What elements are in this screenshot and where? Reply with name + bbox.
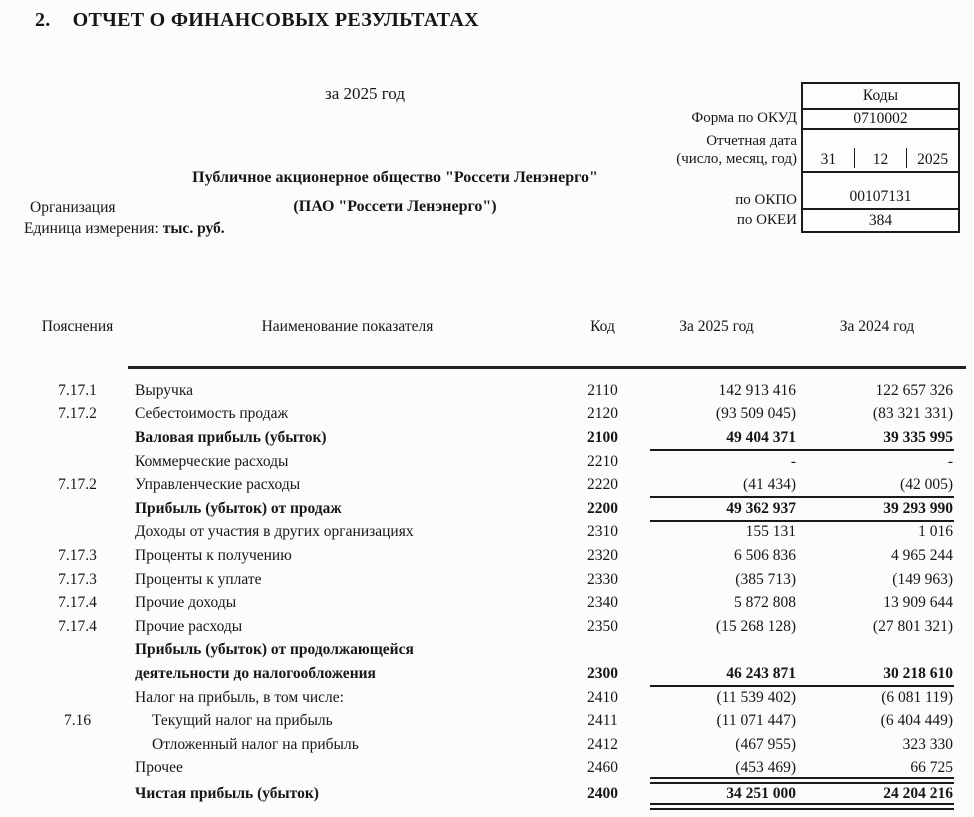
header-2024: За 2024 год: [839, 318, 915, 335]
report-date-cell: [803, 130, 958, 173]
row-note: 7.17.2: [58, 405, 97, 423]
row-value-2025: 5 872 808: [734, 594, 796, 612]
total-double-rule-bottom: [650, 803, 954, 810]
row-name: Отложенный налог на прибыль: [152, 735, 359, 753]
codes-box: [801, 82, 960, 233]
report-date-label-line2: (число, месяц, год): [676, 151, 797, 167]
row-value-2024: (42 005): [900, 476, 953, 494]
row-value-2025: -: [790, 452, 796, 470]
page-title: [35, 9, 479, 32]
row-value-2024: 30 218 610: [883, 664, 953, 682]
row-value-2025: (467 955): [735, 735, 796, 753]
header-note: Пояснения: [41, 318, 114, 335]
table-row: [30, 709, 956, 733]
row-note: 7.17.2: [58, 476, 97, 494]
row-value-2025: (41 434): [743, 476, 796, 494]
row-value-2025: 46 243 871: [726, 664, 796, 682]
row-value-2024: (83 321 331): [872, 405, 953, 423]
row-code: 2340: [587, 594, 618, 612]
organization-name-line2: (ПАО "Россети Ленэнерго"): [293, 198, 497, 215]
row-name: Проценты к уплате: [135, 570, 262, 588]
row-code: 2310: [587, 523, 618, 541]
row-value-2025: 49 362 937: [726, 499, 796, 517]
row-value-2024: (6 404 449): [880, 712, 953, 730]
okpo-label: по ОКПО: [735, 192, 797, 208]
row-name: Прибыль (убыток) от продолжающейся: [135, 641, 414, 659]
row-name: Выручка: [135, 381, 194, 399]
okei-label: по ОКЕИ: [736, 212, 797, 228]
header-2025: За 2025 год: [679, 318, 754, 335]
row-value-2024: (27 801 321): [872, 617, 953, 635]
row-code: 2110: [587, 381, 618, 399]
table-row: [30, 497, 956, 521]
table-header: [30, 318, 956, 336]
row-code: 2210: [587, 452, 618, 470]
table-row: [30, 403, 956, 427]
report-title: ОТЧЕТ О ФИНАНСОВЫХ РЕЗУЛЬТАТАХ: [72, 9, 479, 31]
unit-value: тыс. руб.: [162, 220, 225, 237]
row-code: 2220: [587, 476, 618, 494]
row-code: 2411: [587, 712, 618, 730]
row-name: Валовая прибыль (убыток): [135, 428, 327, 446]
row-value-2024: 39 293 990: [883, 499, 953, 517]
row-value-2025: 34 251 000: [726, 784, 796, 802]
row-note: 7.17.4: [58, 594, 97, 612]
section-number: 2.: [35, 9, 51, 31]
row-name: Себестоимость продаж: [135, 405, 289, 423]
row-note: 7.16: [63, 712, 92, 730]
row-name: Управленческие расходы: [135, 476, 301, 494]
row-value-2025: 142 913 416: [718, 381, 796, 399]
row-name: Коммерческие расходы: [135, 452, 289, 470]
table-row: [30, 686, 956, 710]
row-code: 2100: [587, 428, 618, 446]
report-date-year: 2025: [917, 151, 949, 168]
okpo-value: 00107131: [803, 173, 958, 210]
row-value-2024: 24 204 216: [883, 784, 953, 802]
header-divider: [128, 366, 966, 369]
unit-label: Единица измерения:: [24, 220, 159, 237]
row-code: 2200: [587, 499, 618, 517]
row-value-2024: (6 081 119): [881, 688, 953, 706]
row-value-2024: 4 965 244: [891, 546, 953, 564]
table-row: [30, 426, 956, 450]
table-row: [30, 780, 956, 807]
row-value-2025: 49 404 371: [726, 428, 796, 446]
row-value-2024: (149 963): [892, 570, 953, 588]
row-name: Проценты к получению: [135, 546, 292, 564]
codes-box-header: Коды: [803, 84, 958, 110]
table-row: [30, 591, 956, 615]
report-date-label-line1: Отчетная дата: [706, 133, 797, 149]
okud-label: Форма по ОКУД: [691, 110, 797, 126]
table-row: [30, 662, 956, 686]
row-value-2024: 323 330: [902, 735, 953, 753]
row-value-2025: (11 071 447): [716, 712, 796, 730]
organization-name-line1: Публичное акционерное общество "Россети Ленэнерго": [192, 169, 598, 186]
report-date-day: 31: [820, 151, 837, 168]
row-name: деятельности до налогообложения: [135, 664, 376, 682]
table-row: [30, 521, 956, 545]
row-note: 7.17.3: [58, 570, 97, 588]
row-value-2025: (453 469): [735, 759, 796, 777]
report-date-month: 12: [872, 151, 889, 168]
header-name: Наименование показателя: [261, 318, 434, 335]
row-code: 2400: [587, 784, 618, 802]
row-note: 7.17.1: [58, 381, 97, 399]
row-note: 7.17.4: [58, 617, 97, 635]
row-note: 7.17.3: [58, 546, 97, 564]
table-row: [30, 379, 956, 403]
row-value-2024: 39 335 995: [883, 428, 953, 446]
row-value-2024: 66 725: [910, 759, 953, 777]
row-code: 2330: [587, 570, 618, 588]
row-code: 2410: [587, 688, 618, 706]
row-value-2024: 13 909 644: [883, 594, 953, 612]
row-value-2024: 122 657 326: [875, 381, 953, 399]
table-row: [30, 615, 956, 639]
row-name: Чистая прибыль (убыток): [135, 784, 319, 802]
row-value-2024: -: [947, 452, 953, 470]
okud-value: 0710002: [803, 110, 958, 130]
row-code: 2412: [587, 735, 618, 753]
row-value-2025: (385 713): [735, 570, 796, 588]
row-value-2025: 6 506 836: [734, 546, 796, 564]
row-name: Текущий налог на прибыль: [152, 712, 333, 730]
table-row: [30, 473, 956, 497]
row-value-2025: (11 539 402): [716, 688, 796, 706]
table-row: [30, 568, 956, 592]
table-row: [30, 733, 956, 757]
row-code: 2350: [587, 617, 618, 635]
row-value-2024: 1 016: [918, 523, 953, 541]
row-name: Прибыль (убыток) от продаж: [135, 499, 342, 517]
table-body: [30, 379, 956, 807]
table-row: [30, 639, 956, 663]
row-name: Доходы от участия в других организациях: [135, 523, 414, 541]
row-value-2025: 155 131: [745, 523, 796, 541]
period-label: за 2025 год: [325, 84, 405, 103]
row-code: 2300: [587, 664, 618, 682]
row-code: 2320: [587, 546, 618, 564]
table-row: [30, 450, 956, 474]
okei-value: 384: [868, 211, 893, 229]
total-double-rule-top: [650, 777, 954, 784]
row-value-2025: (93 509 045): [715, 405, 796, 423]
row-code: 2120: [587, 405, 618, 423]
header-code: Код: [590, 318, 615, 335]
unit-of-measure: [24, 220, 225, 238]
row-name: Прочее: [135, 759, 183, 777]
row-name: Прочие расходы: [135, 617, 243, 635]
row-name: Прочие доходы: [135, 594, 237, 612]
row-name: Налог на прибыль, в том числе:: [135, 688, 344, 706]
table-row: [30, 544, 956, 568]
row-value-2025: (15 268 128): [715, 617, 796, 635]
organization-label: Организация: [30, 199, 116, 216]
row-code: 2460: [587, 759, 618, 777]
